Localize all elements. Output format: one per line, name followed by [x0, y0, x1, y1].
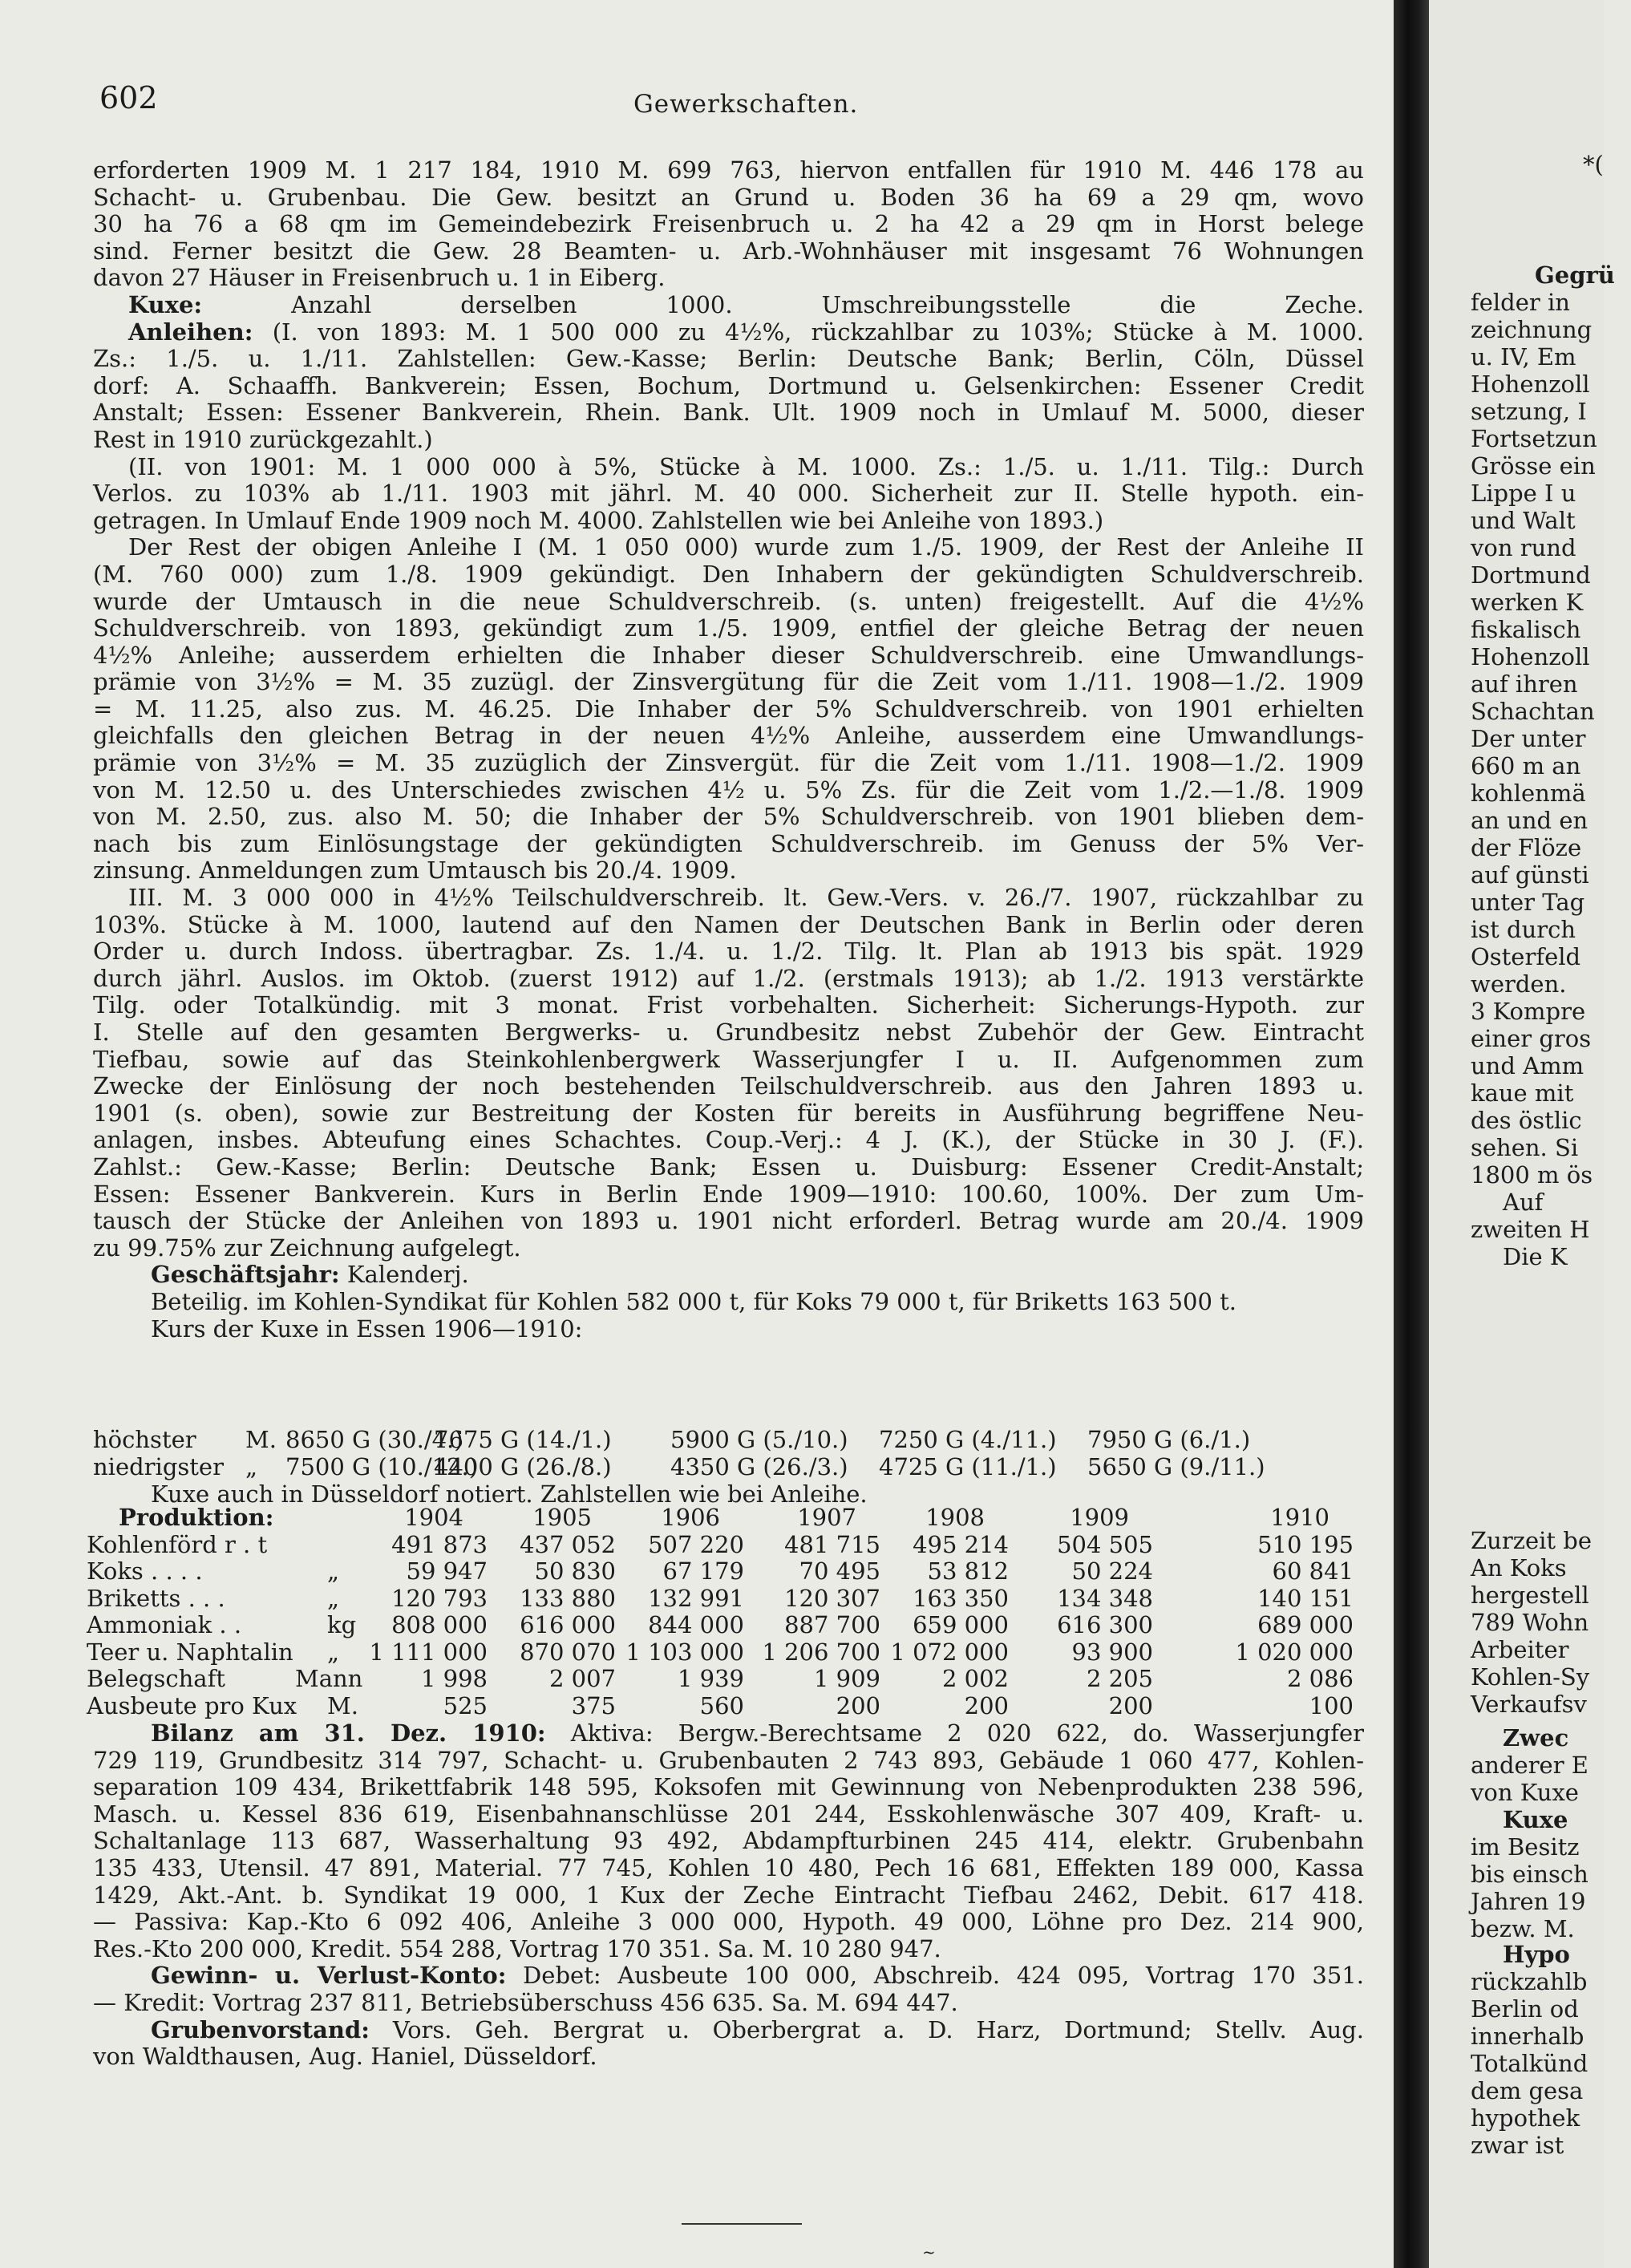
- body-line: Zwecke der Einlösung der noch bestehenden Teilschuldverschreib. aus den Jahren 1893 u.: [93, 1072, 1364, 1100]
- body-line: Der Rest der obigen Anleihe I (M. 1 050 000) wurde zum 1./5. 1909, der Rest der Anleihe II: [128, 533, 1364, 561]
- produktion-value: 200: [1108, 1691, 1153, 1719]
- right-page-line: Grösse ein: [1471, 452, 1596, 480]
- right-page-line: Schachtan: [1471, 698, 1595, 725]
- right-page-line: Hypo: [1503, 1941, 1570, 1968]
- body-line: Schacht- u. Grubenbau. Die Gew. besitzt an Grund u. Boden 36 ha 69 a 29 qm, wovo: [93, 183, 1364, 211]
- produktion-label: Kohlenförd r . t: [87, 1530, 268, 1558]
- produktion-value: 2 002: [941, 1665, 1009, 1692]
- produktion-unit: „: [327, 1638, 340, 1666]
- body-line: Anstalt; Essen: Essener Bankverein, Rhein. Bank. Ult. 1909 noch in Umlauf M. 5000, dieser: [93, 399, 1364, 427]
- right-page-line: kaue mit: [1471, 1079, 1574, 1107]
- right-page-line: Osterfeld: [1471, 943, 1581, 970]
- produktion-value: 200: [836, 1691, 880, 1719]
- kurs-row: [93, 1453, 1368, 1480]
- produktion-value: 616 000: [520, 1611, 616, 1638]
- produktion-value: 808 000: [391, 1611, 488, 1638]
- produktion-value: 689 000: [1257, 1611, 1354, 1638]
- produktion-value: 2 086: [1286, 1665, 1354, 1692]
- right-page-line: Auf: [1503, 1189, 1544, 1216]
- bilanz-line: Gewinn- u. Verlust-Konto: Debet: Ausbeute 100 000, Abschreib. 424 095, Vortrag 170 351.: [151, 1962, 1364, 1990]
- bilanz-line: — Passiva: Kap.-Kto 6 092 406, Anleihe 3 000 000, Hypoth. 49 000, Löhne pro Dez. 214 900,: [93, 1908, 1364, 1936]
- produktion-value: 560: [699, 1691, 744, 1719]
- produktion-value: 1 909: [813, 1665, 880, 1692]
- produktion-value: 2 007: [548, 1665, 616, 1692]
- right-page-line: des östlic: [1471, 1107, 1582, 1134]
- produktion-value: 375: [571, 1691, 616, 1719]
- produktion-label: Belegschaft: [87, 1665, 225, 1692]
- produktion-row: [87, 1693, 1370, 1720]
- body-line: anlagen, insbes. Abteufung eines Schachtes. Coup.-Verj.: 4 J. (K.), der Stücke in 30 J. (F.).: [93, 1126, 1364, 1154]
- kurs-value: 5650 G (9./11.): [1087, 1453, 1265, 1480]
- kurs-currency: „: [245, 1453, 258, 1480]
- right-page-line: Jahren 19: [1471, 1888, 1586, 1915]
- right-page-line: u. IV, Em: [1471, 343, 1576, 371]
- produktion-unit: Mann: [295, 1665, 363, 1692]
- kurs-note: Kuxe auch in Düsseldorf notiert. Zahlstellen wie bei Anleihe.: [151, 1480, 868, 1508]
- produktion-value: 134 348: [1057, 1584, 1153, 1612]
- right-page-line: 3 Kompre: [1471, 998, 1586, 1025]
- bottom-mark: ~: [922, 2242, 936, 2262]
- produktion-value: 659 000: [913, 1611, 1009, 1638]
- body-line: sind. Ferner besitzt die Gew. 28 Beamten- u. Arb.-Wohnhäuser mit insgesamt 76 Wohnungen: [93, 237, 1364, 265]
- produktion-row: [87, 1612, 1370, 1639]
- right-page-line: zeichnung: [1471, 316, 1593, 343]
- kurs-value: 7675 G (14./1.): [434, 1426, 612, 1453]
- body-line: Geschäftsjahr: Kalenderj.: [151, 1261, 469, 1289]
- right-page-line: im Besitz: [1471, 1833, 1580, 1861]
- produktion-value: 481 715: [784, 1530, 880, 1558]
- bilanz-line: 135 433, Utensil. 47 891, Material. 77 745, Kohlen 10 480, Pech 16 681, Effekten 189 000, Kassa: [93, 1853, 1364, 1881]
- body-line: Rest in 1910 zurückgezahlt.): [93, 425, 433, 453]
- body-line: zu 99.75% zur Zeichnung aufgelegt.: [93, 1233, 521, 1262]
- body-line: von M. 12.50 u. des Unterschiedes zwischen 4½ u. 5% Zs. für die Zeit vom 1./2.—1./8. 1909: [93, 776, 1364, 804]
- book-gutter: [1394, 0, 1429, 2268]
- right-page-line: Hohenzoll: [1471, 371, 1590, 398]
- produktion-value: 59 947: [406, 1557, 488, 1585]
- kurs-currency: M.: [245, 1426, 277, 1453]
- body-line: gleichfalls den gleichen Betrag in der neuen 4½% Anleihe, ausserdem eine Umwandlungs-: [93, 722, 1364, 750]
- right-page-line: felder in: [1471, 289, 1570, 316]
- body-line: Anleihen: (I. von 1893: M. 1 500 000 zu 4½%, rückzahlbar zu 103%; Stücke à M. 1000.: [128, 318, 1364, 346]
- right-page-line: Kuxe: [1503, 1806, 1568, 1833]
- page-number: 602: [99, 80, 158, 115]
- kurs-table: [93, 1426, 1368, 1508]
- right-page-line: und Walt: [1471, 507, 1576, 534]
- year-header: 1907: [797, 1504, 856, 1531]
- body-line: Tiefbau, sowie auf das Steinkohlenbergwerk Wasserjungfer I u. II. Aufgenommen zum: [93, 1045, 1364, 1073]
- produktion-value: 120 307: [784, 1584, 880, 1612]
- right-page-line: dem gesa: [1471, 2077, 1584, 2104]
- produktion-value: 491 873: [391, 1530, 488, 1558]
- body-line: 30 ha 76 a 68 qm im Gemeindebezirk Freisenbruch u. 2 ha 42 a 29 qm in Horst belege: [93, 210, 1364, 238]
- body-line: Beteilig. im Kohlen-Syndikat für Kohlen 582 000 t, für Koks 79 000 t, für Briketts 163 500 t.: [151, 1287, 1237, 1315]
- produktion-value: 120 793: [391, 1584, 488, 1612]
- produktion-value: 1 998: [420, 1665, 488, 1692]
- body-line: wurde der Umtausch in die neue Schuldverschreib. (s. unten) freigestellt. Auf die 4½%: [93, 587, 1364, 615]
- body-line: von M. 2.50, zus. also M. 50; die Inhaber der 5% Schuldverschreib. von 1901 blieben dem-: [93, 803, 1364, 831]
- produktion-value: 93 900: [1071, 1638, 1153, 1666]
- right-page-line: Gegrü: [1535, 261, 1615, 289]
- produktion-value: 133 880: [520, 1584, 616, 1612]
- right-page-line: Kohlen-Sy: [1471, 1663, 1590, 1691]
- produktion-unit: „: [327, 1557, 340, 1585]
- body-line: (II. von 1901: M. 1 000 000 à 5%, Stücke à M. 1000. Zs.: 1./5. u. 1./11. Tilg.: Durch: [128, 452, 1364, 480]
- body-line: = M. 11.25, also zus. M. 46.25. Die Inhaber der 5% Schuldverschreib. von 1901 erhielten: [93, 695, 1364, 723]
- body-line: (M. 760 000) zum 1./8. 1909 gekündigt. Den Inhabern der gekündigten Schuldverschreib.: [93, 560, 1364, 588]
- kurs-value: 8650 G (30./4.): [285, 1426, 463, 1453]
- produktion-value: 495 214: [913, 1530, 1009, 1558]
- produktion-value: 507 220: [648, 1530, 744, 1558]
- right-page-line: Berlin od: [1471, 1995, 1579, 2023]
- right-page-line: innerhalb: [1471, 2023, 1584, 2050]
- right-page-line: hergestell: [1471, 1582, 1589, 1609]
- right-page-line: auf günsti: [1471, 861, 1589, 889]
- produktion-value: 510 195: [1257, 1530, 1354, 1558]
- right-page-line: zwar ist: [1471, 2132, 1564, 2159]
- bilanz-line: Res.-Kto 200 000, Kredit. 554 288, Vortrag 170 351. Sa. M. 10 280 947.: [93, 1934, 941, 1962]
- right-page-line: an und en: [1471, 807, 1589, 834]
- body-line: prämie von 3½% = M. 35 zuzüglich der Zinsvergüt. für die Zeit vom 1./11. 1908—1./2. 1909: [93, 749, 1364, 777]
- produktion-unit: kg: [327, 1611, 357, 1638]
- produktion-value: 140 151: [1257, 1584, 1354, 1612]
- right-page-line: unter Tag: [1471, 889, 1585, 916]
- produktion-value: 1 020 000: [1235, 1638, 1354, 1666]
- produktion-value: 1 111 000: [369, 1638, 488, 1666]
- right-page-line: und Amm: [1471, 1052, 1584, 1079]
- produktion-unit: M.: [327, 1691, 358, 1719]
- body-line: Verlos. zu 103% ab 1./11. 1903 mit jährl. M. 40 000. Sicherheit zur II. Stelle hypoth. ein-: [93, 480, 1364, 508]
- produktion-value: 870 070: [520, 1638, 616, 1666]
- body-line: I. Stelle auf den gesamten Bergwerks- u. Grundbesitz nebst Zubehör der Gew. Eintracht: [93, 1019, 1364, 1046]
- body-line: tausch der Stücke der Anleihen von 1893 u. 1901 nicht erforderl. Betrag wurde am 20./4. 1909: [93, 1207, 1364, 1235]
- right-page-line: Dortmund: [1471, 561, 1591, 589]
- right-page-line: sehen. Si: [1471, 1134, 1579, 1161]
- bilanz-line: — Kredit: Vortrag 237 811, Betriebsüberschuss 456 635. Sa. M. 694 447.: [93, 1988, 958, 2016]
- produktion-value: 163 350: [913, 1584, 1009, 1612]
- right-page-line: Zwec: [1503, 1724, 1569, 1752]
- body-line: nach bis zum Einlösungstage der gekündigten Schuldverschreib. im Genuss der 5% Ver-: [93, 829, 1364, 857]
- body-line: davon 27 Häuser in Freisenbruch u. 1 in Eiberg.: [93, 264, 666, 292]
- year-header: 1909: [1070, 1504, 1129, 1531]
- right-page-line: *(: [1583, 151, 1604, 178]
- produktion-value: 60 841: [1272, 1557, 1354, 1585]
- produktion-value: 1 103 000: [625, 1638, 744, 1666]
- kurs-value: 7500 G (10./12.): [285, 1453, 479, 1480]
- produktion-value: 53 812: [927, 1557, 1009, 1585]
- year-header: 1910: [1270, 1504, 1329, 1531]
- produktion-value: 616 300: [1057, 1611, 1153, 1638]
- body-line: prämie von 3½% = M. 35 zuzügl. der Zinsvergütung für die Zeit vom 1./11. 1908—1./2. 1909: [93, 668, 1364, 696]
- end-rule: [682, 2223, 802, 2225]
- produktion-value: 200: [964, 1691, 1009, 1719]
- body-line: getragen. In Umlauf Ende 1909 noch M. 4000. Zahlstellen wie bei Anleihe von 1893.): [93, 506, 1104, 534]
- kurs-value: 4400 G (26./8.): [434, 1453, 612, 1480]
- page-title: Gewerkschaften.: [633, 90, 859, 119]
- right-page-line: bezw. M.: [1471, 1915, 1575, 1942]
- right-page-line: Zurzeit be: [1471, 1527, 1593, 1554]
- produktion-value: 504 505: [1057, 1530, 1153, 1558]
- body-line: 103%. Stücke à M. 1000, lautend auf den Namen der Deutschen Bank in Berlin oder deren: [93, 910, 1364, 938]
- body-line: dorf: A. Schaaffh. Bankverein; Essen, Bochum, Dortmund u. Gelsenkirchen: Essener Credit: [93, 371, 1364, 399]
- produktion-label: Teer u. Naphtalin: [87, 1638, 293, 1666]
- body-line: Schuldverschreib. von 1893, gekündigt zum 1./5. 1909, entfiel der gleiche Betrag der neuen: [93, 614, 1364, 642]
- right-page-line: 789 Wohn: [1471, 1609, 1589, 1636]
- produktion-label: Ammoniak . .: [87, 1611, 242, 1638]
- right-page-line: einer gros: [1471, 1025, 1592, 1052]
- kurs-value: 4350 G (26./3.): [670, 1453, 848, 1480]
- right-page-line: von Kuxe: [1471, 1779, 1579, 1806]
- kurs-value: 7950 G (6./1.): [1087, 1426, 1251, 1453]
- produktion-row: [87, 1586, 1370, 1613]
- produktion-label: Ausbeute pro Kux: [87, 1691, 297, 1719]
- produktion-label: Koks . . . .: [87, 1557, 203, 1585]
- right-page-line: kohlenmä: [1471, 780, 1586, 807]
- right-page-line: rückzahlb: [1471, 1968, 1588, 1995]
- kurs-value: 4725 G (11./1.): [879, 1453, 1057, 1480]
- bilanz-section: [93, 1720, 1364, 2071]
- body-line: 1901 (s. oben), sowie zur Bestreitung der Kosten für bereits in Ausführung begriffene Neu-: [93, 1099, 1364, 1127]
- right-page-line: anderer E: [1471, 1752, 1589, 1779]
- produktion-value: 437 052: [520, 1530, 616, 1558]
- right-page-line: Die K: [1503, 1243, 1568, 1270]
- kurs-label: niedrigster: [93, 1453, 224, 1480]
- right-page-line: bis einsch: [1471, 1861, 1589, 1888]
- body-line: Zahlst.: Gew.-Kasse; Berlin: Deutsche Bank; Essen u. Duisburg: Essener Credit-Anstalt;: [93, 1152, 1364, 1181]
- bilanz-line: 729 119, Grundbesitz 314 797, Schacht- u. Grubenbauten 2 743 893, Gebäude 1 060 477, Kohlen-: [93, 1746, 1364, 1774]
- body-line: zinsung. Anmeldungen zum Umtausch bis 20./4. 1909.: [93, 857, 737, 885]
- body-line: Order u. durch Indoss. übertragbar. Zs. 1./4. u. 1./2. Tilg. lt. Plan ab 1913 bis spät. 1929: [93, 938, 1364, 966]
- year-header: 1905: [532, 1504, 592, 1531]
- produktion-value: 844 000: [648, 1611, 744, 1638]
- produktion-row: [87, 1666, 1370, 1693]
- right-page-line: setzung, I: [1471, 398, 1587, 425]
- produktion-value: 50 224: [1071, 1557, 1153, 1585]
- produktion-table: [87, 1505, 1370, 1719]
- right-page-line: fiskalisch: [1471, 616, 1581, 643]
- kurs-value: 7250 G (4./11.): [879, 1426, 1057, 1453]
- produktion-value: 67 179: [662, 1557, 744, 1585]
- right-page-line: 660 m an: [1471, 752, 1581, 780]
- produktion-value: 525: [443, 1691, 488, 1719]
- bilanz-line: Bilanz am 31. Dez. 1910: Aktiva: Bergw.-Berechtsame 2 020 622, do. Wasserjungfer: [151, 1719, 1364, 1747]
- kurs-row: [93, 1426, 1368, 1453]
- body-line: Zs.: 1./5. u. 1./11. Zahlstellen: Gew.-Kasse; Berlin: Deutsche Bank; Berlin, Cöln, Düssel: [93, 345, 1364, 373]
- bilanz-line: Schaltanlage 113 687, Wasserhaltung 93 492, Abdampfturbinen 245 414, elektr. Grubenbahn: [93, 1827, 1364, 1855]
- year-header: 1904: [404, 1504, 463, 1531]
- produktion-row: [87, 1532, 1370, 1559]
- right-page-line: ist durch: [1471, 916, 1576, 943]
- bilanz-line: separation 109 434, Brikettfabrik 148 595, Koksofen mit Gewinnung von Nebenprodukten 238 596,: [93, 1773, 1364, 1801]
- right-page-line: hypothek: [1471, 2104, 1580, 2132]
- produktion-value: 1 072 000: [890, 1638, 1009, 1666]
- body-line: Essen: Essener Bankverein. Kurs in Berlin Ende 1909—1910: 100.60, 100%. Der zum Um-: [93, 1180, 1364, 1208]
- right-page-line: werken K: [1471, 589, 1584, 616]
- produktion-value: 70 495: [799, 1557, 880, 1585]
- bilanz-line: von Waldthausen, Aug. Haniel, Düsseldorf.: [93, 2043, 597, 2071]
- produktion-label: Briketts . . .: [87, 1584, 225, 1612]
- year-header: 1908: [925, 1504, 985, 1531]
- produktion-value: 887 700: [784, 1611, 880, 1638]
- right-page-line: zweiten H: [1471, 1216, 1590, 1243]
- produktion-row: [87, 1639, 1370, 1667]
- produktion-value: 100: [1309, 1691, 1354, 1719]
- right-page-line: von rund: [1471, 534, 1576, 561]
- right-page-line: werden.: [1471, 970, 1567, 998]
- produktion-unit: „: [327, 1584, 340, 1612]
- right-page-line: auf ihren: [1471, 670, 1578, 698]
- right-page-line: Arbeiter: [1471, 1636, 1569, 1663]
- right-page-line: Fortsetzun: [1471, 425, 1597, 452]
- right-page: [1429, 0, 1615, 2268]
- right-page-line: 1800 m ös: [1471, 1161, 1593, 1189]
- kurs-value: 5900 G (5./10.): [670, 1426, 848, 1453]
- year-header: 1906: [661, 1504, 720, 1531]
- produktion-value: 1 939: [677, 1665, 744, 1692]
- bilanz-line: Masch. u. Kessel 836 619, Eisenbahnanschlüsse 201 244, Esskohlenwäsche 307 409, Kraft- u.: [93, 1800, 1364, 1828]
- produktion-row: [87, 1558, 1370, 1586]
- produktion-value: 1 206 700: [762, 1638, 880, 1666]
- body-line: Kuxe: Anzahl derselben 1000. Umschreibungsstelle die Zeche.: [128, 290, 1364, 318]
- right-page-line: An Koks: [1471, 1554, 1567, 1582]
- right-page-line: Lippe I u: [1471, 480, 1576, 507]
- body-line: Tilg. oder Totalkündig. mit 3 monat. Frist vorbehalten. Sicherheit: Sicherungs-Hypoth. zur: [93, 991, 1364, 1019]
- bilanz-line: 1429, Akt.-Ant. b. Syndikat 19 000, 1 Kux der Zeche Eintracht Tiefbau 2462, Debit. 617 418.: [93, 1881, 1364, 1909]
- produktion-value: 2 205: [1086, 1665, 1153, 1692]
- body-line: Kurs der Kuxe in Essen 1906—1910:: [151, 1314, 583, 1343]
- produktion-value: 132 991: [648, 1584, 744, 1612]
- body-line: 4½% Anleihe; ausserdem erhielten die Inhaber dieser Schuldverschreib. eine Umwandlungs-: [93, 641, 1364, 669]
- bilanz-line: Grubenvorstand: Vors. Geh. Bergrat u. Oberbergrat a. D. Harz, Dortmund; Stellv. Aug.: [151, 2015, 1364, 2043]
- kurs-label: höchster: [93, 1426, 196, 1453]
- right-page-line: der Flöze: [1471, 834, 1582, 861]
- produktion-value: 50 830: [534, 1557, 616, 1585]
- body-line: erforderten 1909 M. 1 217 184, 1910 M. 699 763, hiervon entfallen für 1910 M. 446 178 au: [93, 156, 1364, 184]
- produktion-heading: Produktion:: [119, 1504, 274, 1531]
- body-line: III. M. 3 000 000 in 4½% Teilschuldverschreib. lt. Gew.-Vers. v. 26./7. 1907, rückzahlbar zu: [128, 884, 1364, 912]
- body-text: [93, 157, 1364, 1343]
- right-page-line: Verkaufsv: [1471, 1691, 1587, 1718]
- right-page-line: Hohenzoll: [1471, 643, 1590, 670]
- body-line: durch jährl. Auslos. im Oktob. (zuerst 1912) auf 1./2. (erstmals 1913); ab 1./2. 1913 verstärkte: [93, 964, 1364, 992]
- right-page-line: Der unter: [1471, 725, 1586, 752]
- right-page-line: Totalkünd: [1471, 2050, 1589, 2077]
